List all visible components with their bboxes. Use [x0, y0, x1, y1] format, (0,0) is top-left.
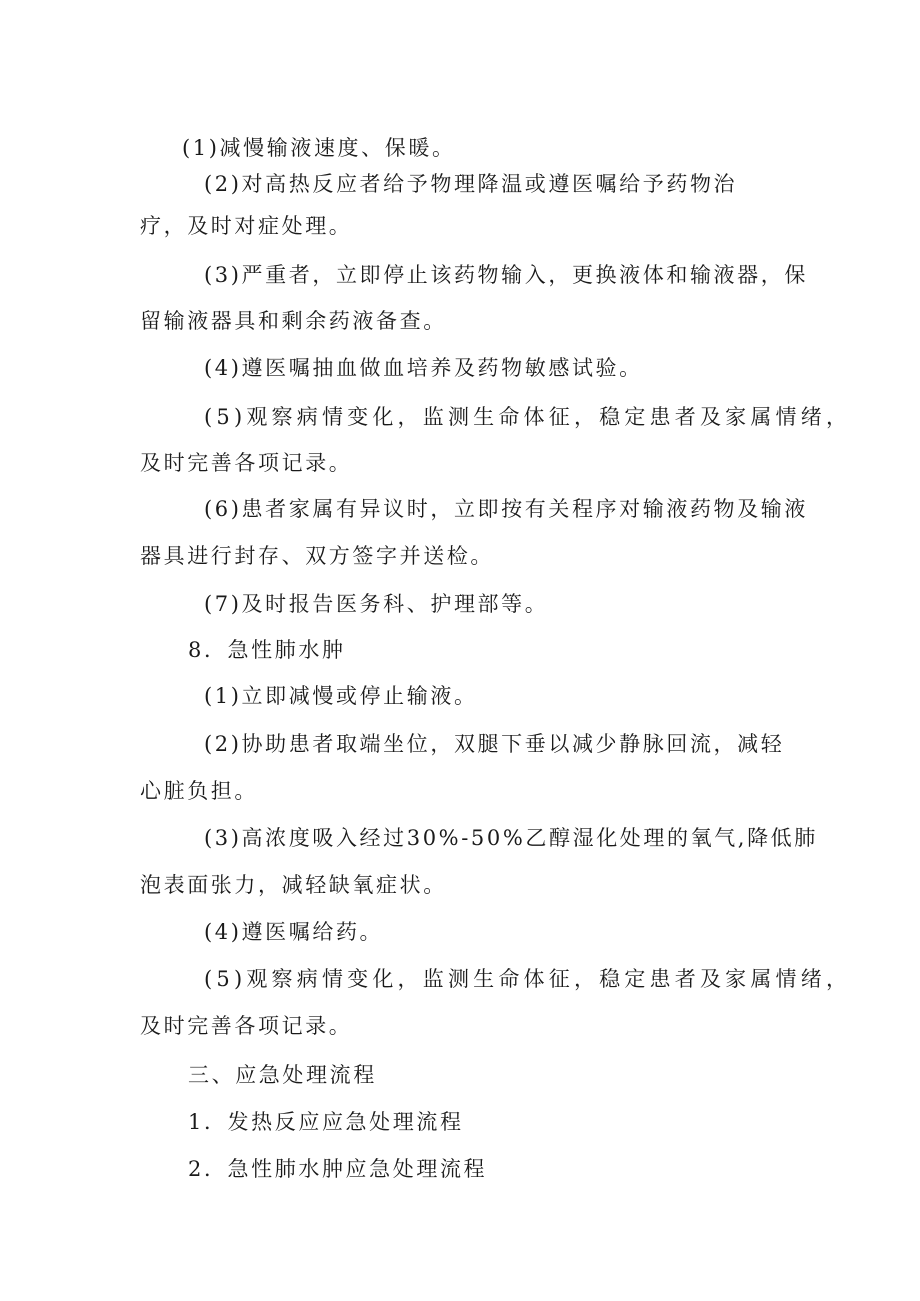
text-line-sub-2-cont: 心脏负担。: [140, 779, 258, 803]
text-line-item-2-cont: 疗，及时对症处理。: [140, 214, 353, 238]
text-line-item-7: (7)及时报告医务科、护理部等。: [204, 592, 549, 616]
text-line-sub-2: (2)协助患者取端坐位，双腿下垂以减少静脉回流，减轻: [204, 732, 785, 756]
text-line-item-3: (3)严重者，立即停止该药物输入，更换液体和输液器，保: [204, 263, 808, 287]
flow-item-1: 1．发热反应应急处理流程: [188, 1110, 464, 1134]
text-line-sub-4: (4)遵医嘱给药。: [204, 920, 384, 944]
text-line-sub-5: (5)观察病情变化，监测生命体征，稳定患者及家属情绪，: [204, 967, 852, 991]
text-line-item-5-cont: 及时完善各项记录。: [140, 451, 353, 475]
text-line-item-4: (4)遵医嘱抽血做血培养及药物敏感试验。: [204, 356, 643, 380]
section-heading-3: 三、应急处理流程: [188, 1063, 377, 1087]
text-line-sub-3: (3)高浓度吸入经过30%-50%乙醇湿化处理的氧气,降低肺: [204, 826, 818, 850]
text-line-item-6: (6)患者家属有异议时，立即按有关程序对输液药物及输液: [204, 497, 808, 521]
text-line-sub-1: (1)立即减慢或停止输液。: [204, 684, 478, 708]
flow-item-2: 2．急性肺水肿应急处理流程: [188, 1157, 488, 1181]
text-line-item-1: (1)减慢输液速度、保暖。: [182, 136, 456, 160]
text-line-item-2: (2)对高热反应者给予物理降温或遵医嘱给予药物治: [204, 172, 738, 196]
text-line-item-6-cont: 器具进行封存、双方签字并送检。: [140, 544, 494, 568]
text-line-item-5: (5)观察病情变化，监测生命体征，稳定患者及家属情绪，: [204, 405, 852, 429]
text-line-sub-5-cont: 及时完善各项记录。: [140, 1014, 353, 1038]
text-line-sub-3-cont: 泡表面张力，减轻缺氧症状。: [140, 873, 447, 897]
section-heading-8: 8．急性肺水肿: [188, 638, 346, 662]
text-line-item-3-cont: 留输液器具和剩余药液备查。: [140, 309, 447, 333]
